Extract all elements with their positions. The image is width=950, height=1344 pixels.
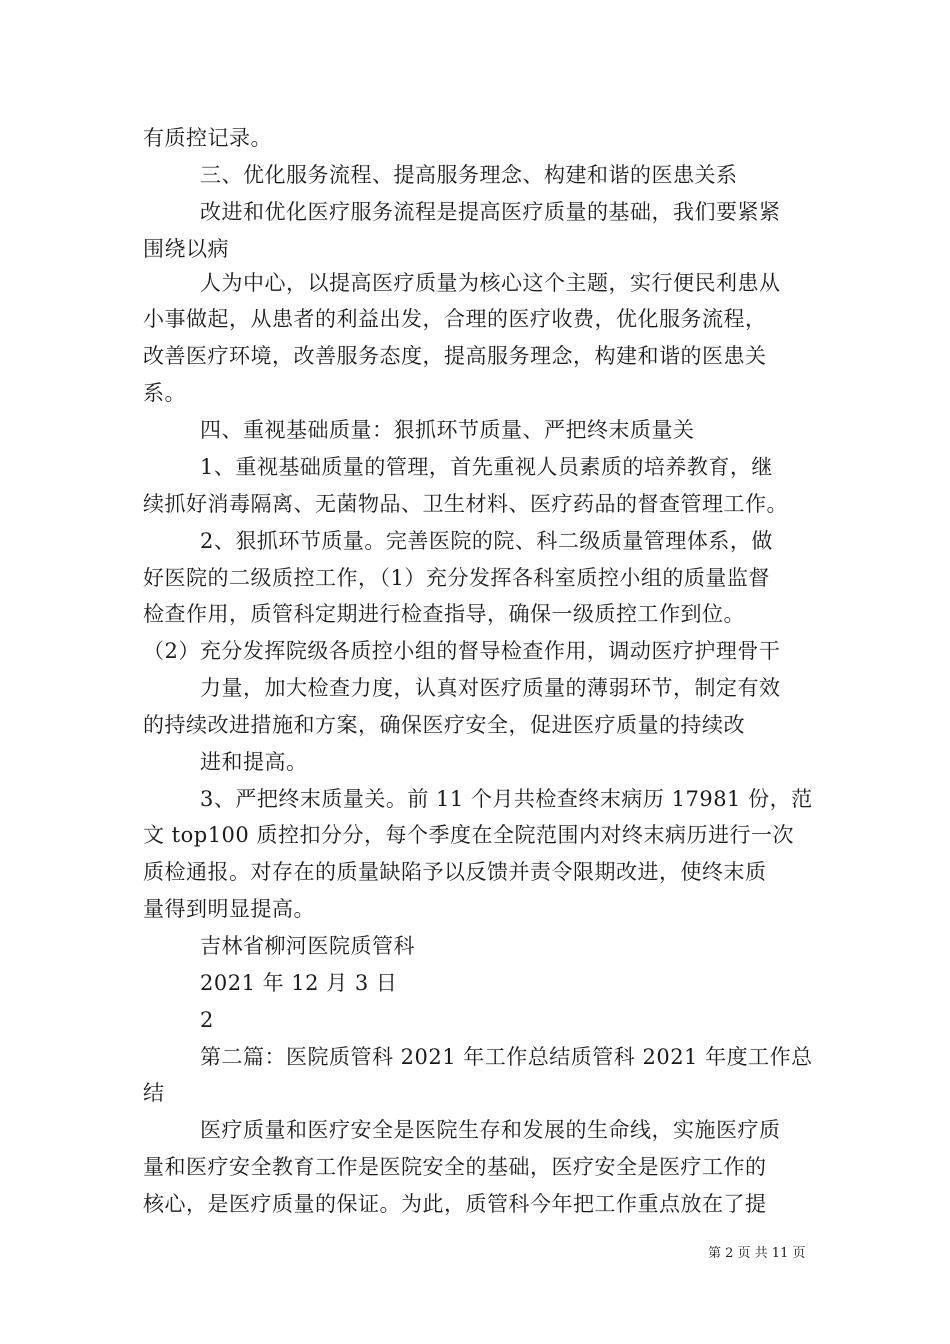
text-line: 检查作用，质管科定期进行检查指导，确保一级质控工作到位。	[143, 602, 745, 626]
inline-page-number: 2	[200, 1008, 214, 1032]
text-line: 人为中心，以提高医疗质量为核心这个主题，实行便民利患从	[200, 271, 781, 295]
chapter-heading: 第二篇：医院质管科 2021 年工作总结质管科 2021 年度工作总	[200, 1045, 813, 1069]
text-line: 好医院的二级质控工作，（1）充分发挥各科室质控小组的质量监督	[143, 566, 770, 590]
text-line: 小事做起，从患者的利益出发，合理的医疗收费，优化服务流程，	[143, 307, 767, 331]
section-heading: 三、优化服务流程、提高服务理念、构建和谐的医患关系	[200, 163, 738, 187]
text-line: 文 top100 质控扣分分，每个季度在全院范围内对终末病历进行一次	[143, 823, 794, 847]
text-line: 进和提高。	[200, 750, 308, 774]
text-line: 的持续改进措施和方案，确保医疗安全，促进医疗质量的持续改	[143, 713, 745, 737]
signature-department: 吉林省柳河医院质管科	[200, 934, 415, 958]
section-heading: 四、重视基础质量：狠抓环节质量、严把终末质量关	[200, 418, 695, 442]
text-line: 改进和优化医疗服务流程是提高医疗质量的基础，我们要紧紧	[200, 200, 781, 224]
text-line: 3、严把终末质量关。前 11 个月共检查终末病历 17981 份，范	[200, 787, 813, 811]
text-line: （2）充分发挥院级各质控小组的督导检查作用，调动医疗护理骨干	[143, 639, 781, 663]
page-footer-number: 第 2 页 共 11 页	[708, 1246, 806, 1261]
text-line: 质检通报。对存在的质量缺陷予以反馈并责令限期改进，使终末质	[143, 860, 767, 884]
text-line: 有质控记录。	[143, 126, 272, 150]
text-line: 系。	[143, 381, 186, 405]
text-line: 续抓好消毒隔离、无菌物品、卫生材料、医疗药品的督查管理工作。	[143, 492, 788, 516]
text-line: 量和医疗安全教育工作是医院安全的基础，医疗安全是医疗工作的	[143, 1155, 767, 1179]
text-line: 围绕以病	[143, 237, 229, 261]
signature-date: 2021 年 12 月 3 日	[200, 971, 398, 995]
text-line: 核心，是医疗质量的保证。为此，质管科今年把工作重点放在了提	[143, 1192, 767, 1216]
text-line: 1、重视基础质量的管理，首先重视人员素质的培养教育，继	[200, 455, 773, 479]
text-line: 改善医疗环境，改善服务态度，提高服务理念，构建和谐的医患关	[143, 344, 767, 368]
chapter-heading-continued: 结	[143, 1081, 165, 1105]
text-line: 量得到明显提高。	[143, 897, 315, 921]
text-line: 2、狠抓环节质量。完善医院的院、科二级质量管理体系，做	[200, 529, 773, 553]
text-line: 医疗质量和医疗安全是医院生存和发展的生命线，实施医疗质	[200, 1118, 781, 1142]
text-line: 力量，加大检查力度，认真对医疗质量的薄弱环节，制定有效	[200, 676, 781, 700]
